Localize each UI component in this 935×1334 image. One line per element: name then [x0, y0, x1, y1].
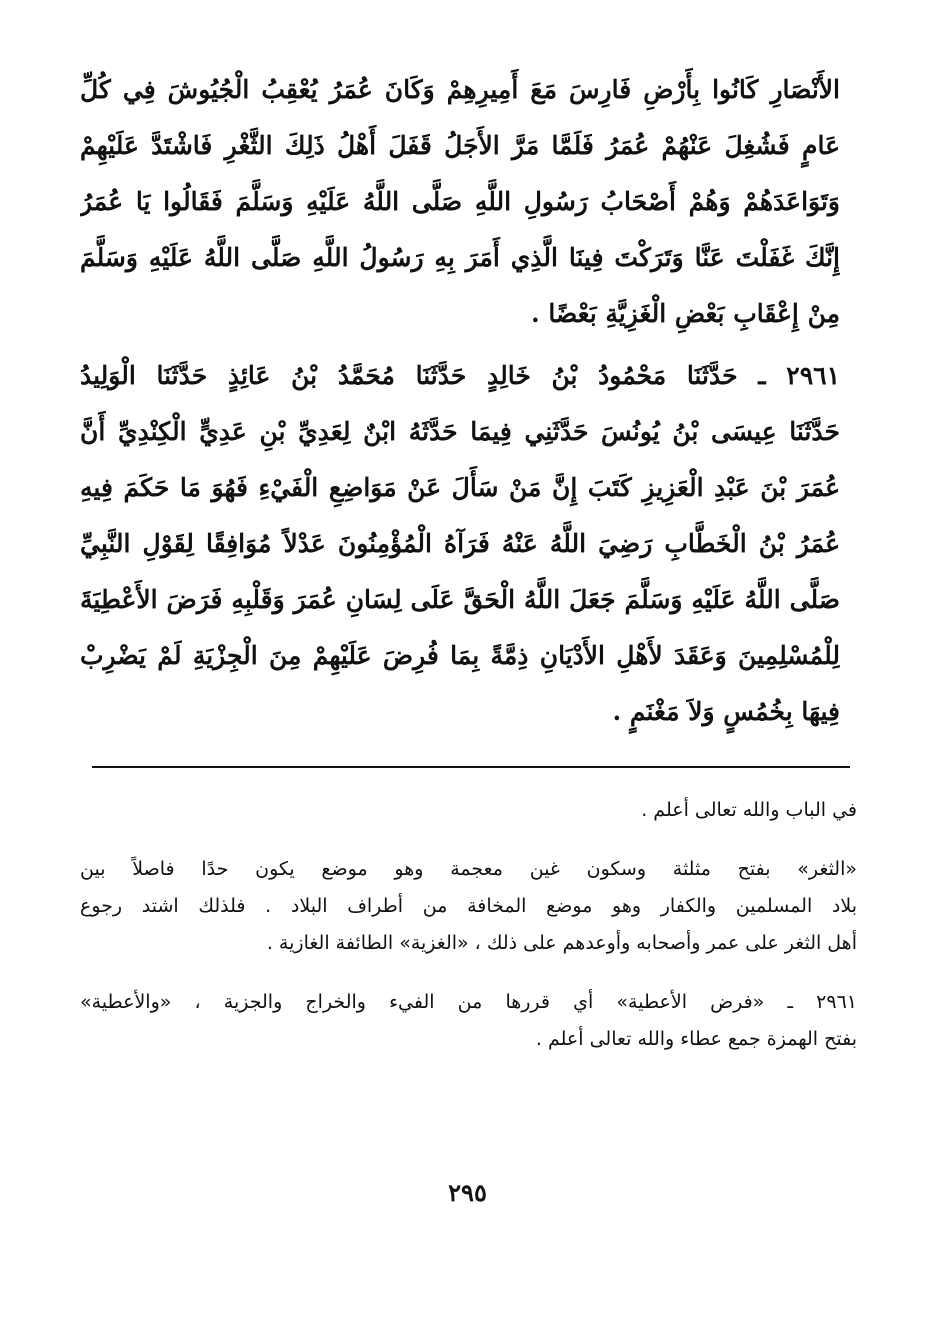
footnote-gap: [80, 829, 857, 851]
footnote-3: [80, 984, 857, 1058]
footnote-separator: [92, 766, 850, 768]
main-text-block: [80, 62, 840, 740]
page-number: ٢٩٥: [448, 1178, 487, 1207]
footnote-line: بفتح الهمزة جمع عطاء والله تعالى أعلم .: [535, 1028, 857, 1050]
footnote-1: [80, 792, 857, 829]
footnote-line: في الباب والله تعالى أعلم .: [641, 799, 857, 821]
text-line: وَتَوَاعَدَهُمْ وَهُمْ أَصْحَابُ رَسُولِ اللَّهِ صَلَّى اللَّهُ عَلَيْهِ وَسَلَّمَ فَقَالُوا يَا عُمَرُ: [80, 187, 840, 216]
text-line: إِنَّكَ غَفَلْتَ عَنَّا وَتَرَكْتَ فِينَا الَّذِي أَمَرَ بِهِ رَسُولُ اللَّهِ صَلَّى اللَّهُ عَلَيْهِ وَسَلَّمَ: [80, 243, 840, 272]
footnote-gap: [80, 962, 857, 984]
footnote-2: [80, 851, 857, 962]
text-line: صَلَّى اللَّهُ عَلَيْهِ وَسَلَّمَ جَعَلَ اللَّهُ الْحَقَّ عَلَى لِسَانِ عُمَرَ وَقَلْبِهِ فَرَضَ الأَعْطِيَةَ: [80, 585, 840, 614]
footnote-line: ٢٩٦١ ـ «فرض الأعطية» أي قررها من الفيء والخراج والجزية ، «والأعطية»: [80, 991, 857, 1013]
text-line: الأَنْصَارِ كَانُوا بِأَرْضِ فَارِسَ مَعَ أَمِيرِهِمْ وَكَانَ عُمَرُ يُعْقِبُ الْجُيُوشَ فِي كُلِّ: [80, 75, 840, 104]
text-line: فِيهَا بِخُمُسٍ وَلاَ مَغْنَمٍ .: [612, 697, 840, 726]
text-line: حَدَّثَنَا عِيسَى بْنُ يُونُسَ حَدَّثَنِي فِيمَا حَدَّثَهُ ابْنٌ لِعَدِيِّ بْنِ عَدِيٍّ الْكِنْدِيِّ أَنَّ: [80, 417, 840, 446]
footnote-line: بلاد المسلمين والكفار وهو موضع المخافة من أطراف البلاد . فلذلك اشتد رجوع: [80, 895, 857, 917]
footnote-line: «الثغر» بفتح مثلثة وسكون غين معجمة وهو موضع يكون حدًا فاصلاً بين: [80, 858, 857, 880]
paragraph-2-hadith-2961: [80, 348, 840, 740]
paragraph-1: [80, 62, 840, 342]
text-line: مِنْ إِعْقَابِ بَعْضِ الْغَزِيَّةِ بَعْضًا .: [530, 299, 840, 328]
text-line: ٢٩٦١ ـ حَدَّثَنَا مَحْمُودُ بْنُ خَالِدٍ حَدَّثَنَا مُحَمَّدُ بْنُ عَائِذٍ حَدَّثَنَا الْوَلِيدُ: [80, 361, 840, 390]
footnote-line: أهل الثغر على عمر وأصحابه وأوعدهم على ذلك ، «الغزية» الطائفة الغازية .: [266, 932, 857, 954]
text-line: عَامٍ فَشُغِلَ عَنْهُمْ عُمَرُ فَلَمَّا مَرَّ الأَجَلُ قَفَلَ أَهْلُ ذَلِكَ الثَّغْرِ فَاشْتَدَّ عَلَيْهِمْ: [80, 131, 840, 160]
text-line: لِلْمُسْلِمِينَ وَعَقَدَ لأَهْلِ الأَدْيَانِ ذِمَّةً بِمَا فُرِضَ عَلَيْهِمْ مِنَ الْجِزْيَةِ لَمْ يَضْرِبْ: [80, 641, 840, 670]
text-line: عُمَرَ بْنَ عَبْدِ الْعَزِيزِ كَتَبَ إِنَّ مَنْ سَأَلَ عَنْ مَوَاضِعِ الْفَيْءِ فَهُوَ مَا حَكَمَ فِيهِ: [80, 473, 840, 502]
text-line: عُمَرُ بْنُ الْخَطَّابِ رَضِيَ اللَّهُ عَنْهُ فَرَآهُ الْمُؤْمِنُونَ عَدْلاً مُوَافِقًا لِقَوْلِ النَّبِيِّ: [80, 529, 840, 558]
footnotes-block: [80, 792, 857, 1058]
